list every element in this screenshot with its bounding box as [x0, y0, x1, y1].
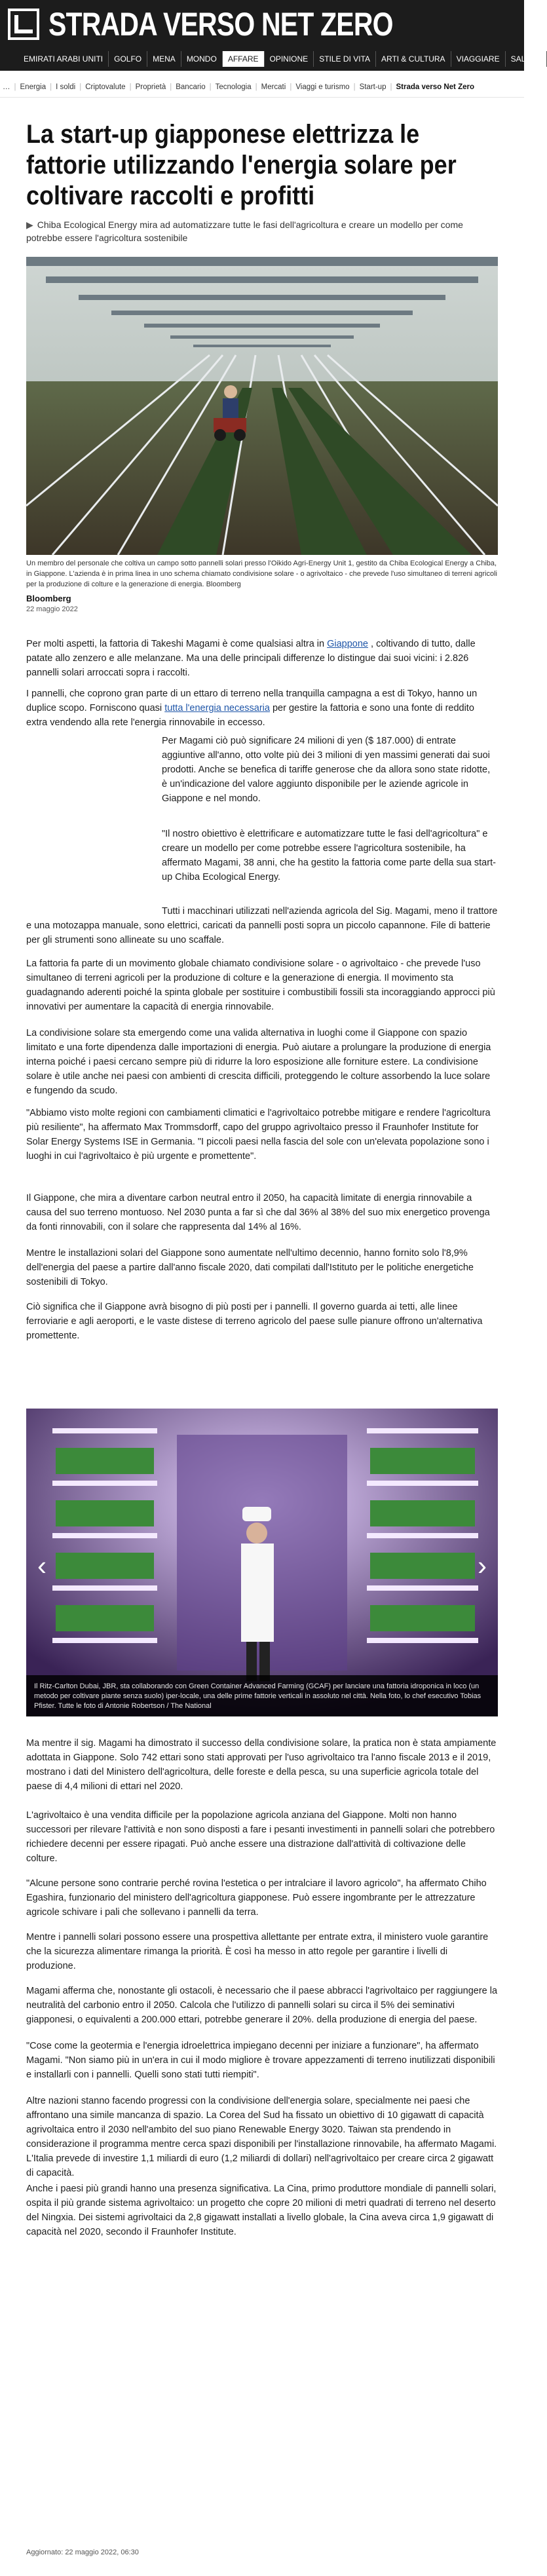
paragraph: Tutti i macchinari utilizzati nell'azienda agricola del Sig. Magami, meno il trattore e una motozappa manuale, sono elettrici, caricati da pannelli posti sopra un piccolo capannone. File di batterie per gli strumenti sono allineate su uno scaffale.	[26, 906, 498, 945]
brand[interactable]	[8, 8, 468, 41]
site-title: STRADA VERSO NET ZERO	[48, 6, 393, 43]
publish-date: 22 maggio 2022	[26, 605, 78, 613]
section-subnav: … | Energia | I soldi | Criptovalute | Proprietà | Bancario | Tecnologia | Mercati | Viaggi e turismo | Start-up | Strada verso Net Zero	[0, 77, 524, 98]
paragraph: Per Magami ciò può significare 24 milioni di yen ($ 187.000) di entrate aggiuntive all'anno, otto volte più dei 3 milioni di yen massimi generati dai suoi prodotti. Anche se benefica di tariffe generose che da allora sono state ridotte, è un'indicazione del valore aggiunto disponibile per le aziende agricole in Giappone e nel mondo.	[162, 736, 491, 804]
subnav-item-soldi[interactable]: I soldi	[56, 83, 76, 91]
paragraph: Ma mentre il sig. Magami ha dimostrato il successo della condivisione solare, la pratica non è stata ampiamente adottata in Giappone. Solo 742 ettari sono stati approvati per l'uso agrivoltaico tra l'anno fiscale 2013 e il 2019, mostrano i dati del Ministero dell'agricoltura, delle foreste e della pesca, su una superficie agricola totale del paese di 4,4 milioni di ettari nel 2020.	[26, 1738, 497, 1792]
nav-item-affare[interactable]: AFFARE	[223, 51, 265, 67]
hero-caption: Un membro del personale che coltiva un campo sotto pannelli solari presso l'Oikido Agri-Energy Unit 1, gestito da Chiba Ecological Energy a Chiba, in Giappone. L'azienda è in prima linea in uno schema chiamato condivisione solare - o agrivoltaico - che prevede l'uso simultaneo di terreni agricoli per la produzione di colture e la generazione di energia. Bloomberg	[26, 559, 497, 588]
nav-item-viaggiare[interactable]: VIAGGIARE	[451, 51, 506, 67]
paragraph: Ciò significa che il Giappone avrà bisogno di più posti per i pannelli. Il governo guarda ai tetti, alle linee ferroviarie e agli aeroporti, e le vaste distese di terreno agricolo del paese sulle pianure offrono un'alternativa promettente.	[26, 1302, 483, 1341]
paragraph: Magami afferma che, nonostante gli ostacoli, è necessario che il paese abbracci l'agrivoltaico per raggiungere la neutralità del carbonio entro il 2050. Calcola che l'utilizzo di pannelli solari su circa il 5% dei seminativi giapponesi, o equivalenti a 200.000 ettari, potrebbe generare il 20%. della produzione di energia del paese.	[26, 1986, 498, 2025]
subnav-item-energia[interactable]: Energia	[20, 83, 47, 91]
nav-item-salute[interactable]: SALUTE	[506, 51, 547, 67]
subnav-item-tecnologia[interactable]: Tecnologia	[215, 83, 252, 91]
paragraph: Mentre le installazioni solari del Giappone sono aumentate nell'ultimo decennio, hanno fornito solo l'8,9% dell'energia del paese a partire dall'anno fiscale 2020, dati compilati dall'Istituto per le politiche energetiche sostenibili di Tokyo.	[26, 1248, 474, 1287]
logo-icon	[8, 9, 39, 40]
nav-item-mondo[interactable]: MONDO	[181, 51, 223, 67]
nav-item-stile-di-vita[interactable]: STILE DI VITA	[314, 51, 376, 67]
article-subtitle	[26, 218, 498, 244]
photo-gallery[interactable]	[26, 1409, 498, 1716]
nav-item-opinione[interactable]: OPINIONE	[265, 51, 314, 67]
gallery-image	[26, 1409, 498, 1716]
paragraph: "Alcune persone sono contrarie perché rovina l'estetica o per intralciare il lavoro agricolo", ha affermato Chiho Egashira, funzionario del ministero dell'agricoltura giapponese. Può essere ingombrante per le attrezzature agricole schivare i pali che sollevano i pannelli da terra.	[26, 1878, 487, 1918]
paragraph: La fattoria fa parte di un movimento globale chiamato condivisione solare - o agrivoltaico - che prevede l'uso simultaneo di terreni agricoli per la produzione di colture e la generazione di energia. Il movimento sta guadagnando aderenti poiché la spinta globale per sostituire i combustibili fossili sta incoraggiando approcci più innovativi per aumentare la capacità di energia rinnovabile.	[26, 958, 495, 1012]
chevron-left-icon[interactable]: ‹	[37, 1550, 47, 1581]
paragraph: "Il nostro obiettivo è elettrificare e automatizzare tutte le fasi dell'agricoltura" e creare un modello per come potrebbe essere l'agricoltura sostenibile, ha affermato Magami, 38 anni, che ha gestito la fattoria come parte della sua start-up Chiba Ecological Energy.	[162, 829, 496, 882]
nav-item-mena[interactable]: MENA	[147, 51, 181, 67]
article-headline: La start-up giapponese elettrizza le fattorie utilizzando l'energia solare per coltivare raccolti e profitti	[26, 120, 457, 210]
link-energia-necessaria[interactable]: tutta l'energia necessaria	[164, 703, 270, 713]
paragraph: "Abbiamo visto molte regioni con cambiamenti climatici e l'agrivoltaico potrebbe mitigare e rendere l'agricoltura più resiliente", ha affermato Max Trommsdorff, capo del gruppo agrivoltaico presso il Fraunhofer Institute for Solar Energy Systems ISE in Germania. "I piccoli paesi nella fascia del sole con un'elevata popolazione sono i luoghi in cui l'agrivoltaico è più urgente e promettente".	[26, 1108, 491, 1162]
paragraph: Mentre i pannelli solari possono essere una prospettiva allettante per entrate extra, il ministero vuole garantire che la sicurezza alimentare rimanga la priorità. È così ha messo in atto regole per garantire i livelli di produzione.	[26, 1932, 489, 1971]
nav-item-arti-cultura[interactable]: ARTI & CULTURA	[376, 51, 451, 67]
hero-image	[26, 257, 498, 555]
byline: Bloomberg	[26, 594, 71, 603]
paragraph: Il Giappone, che mira a diventare carbon neutral entro il 2050, ha capacità limitate di energia rinnovabile a causa del suo terreno montuoso. Nel 2030 punta a far sì che dal 36% al 38% del suo mix energetico provenga da fonti rinnovabili, con il solare che rappresenta dal 14% al 16%.	[26, 1193, 490, 1232]
paragraph: Anche i paesi più grandi hanno una presenza significativa. La Cina, primo produttore mondiale di pannelli solari, ospita il più grande sistema agrivoltaico: un progetto che copre 20 milioni di metri quadrati di terreno nel deserto del Ningxia. Dei sistemi agrivoltaici da 2,8 gigawatt installati a livello globale, la Cina aveva circa 1,9 gigawatt di capacità nel 2020, secondo il Fraunhofer Institute.	[26, 2184, 497, 2237]
triangle-icon: ▶	[26, 219, 33, 230]
subnav-item-mercati[interactable]: Mercati	[261, 83, 286, 91]
paragraph: L'agrivoltaico è una vendita difficile per la popolazione agricola anziana del Giappone. Molti non hanno successori per rilevare l'attività e non sono disposti a fare i pesanti investimenti in pannelli solari che potrebbero richiedere decenni per essere ripagati. Può anche essere una distrazione dall'attività di coltivazione delle colture.	[26, 1810, 495, 1864]
article-subtitle-text: Chiba Ecological Energy mira ad automatizzare tutte le fasi dell'agricoltura e creare un modello per come potrebbe essere l'agricoltura sostenibile	[26, 219, 463, 243]
subnav-item-startup[interactable]: Start-up	[359, 83, 387, 91]
subnav-item-net-zero[interactable]: Strada verso Net Zero	[396, 83, 474, 91]
nav-item-golfo[interactable]: GOLFO	[109, 51, 147, 67]
updated-timestamp: Aggiornato: 22 maggio 2022, 06:30	[26, 2548, 139, 2556]
masthead	[0, 0, 542, 71]
subnav-item-criptovalute[interactable]: Criptovalute	[85, 83, 126, 91]
link-giappone[interactable]: Giappone	[327, 639, 368, 649]
top-nav	[0, 47, 542, 71]
paragraph: I pannelli, che coprono gran parte di un ettaro di terreno nella tranquilla campagna a est di Tokyo, hanno un duplice scopo. Forniscono quasi tutta l'energia necessaria per gestire la fattoria e sono una fonte di reddito extra vendendo alla rete l'energia rinnovabile in eccesso.	[26, 689, 478, 728]
subnav-item-bancario[interactable]: Bancario	[176, 83, 206, 91]
nav-item-emirati[interactable]: EMIRATI ARABI UNITI	[18, 51, 109, 67]
subnav-item-proprieta[interactable]: Proprietà	[135, 83, 166, 91]
gallery-caption: Il Ritz-Carlton Dubai, JBR, sta collaborando con Green Container Advanced Farming (GCAF) per lanciare una fattoria idroponica in loco (un metodo per coltivare piante senza suolo) iper-locale, una delle prime fattorie verticali in assoluto nel città. Nella foto, lo chef esecutivo Tobias Pfister. Tutte le foto di Antonie Robertson / The National	[26, 1675, 498, 1716]
subnav-overflow[interactable]: …	[3, 83, 10, 91]
paragraph: Per molti aspetti, la fattoria di Takeshi Magami è come qualsiasi altra in Giappone , coltivando di tutto, dalle patate allo zenzero e alle melanzane. Ma una delle principali differenze lo distingue dai suoi vicini: i 2.826 pannelli solari arroccati sopra i raccolti.	[26, 639, 476, 678]
paragraph: "Cose come la geotermia e l'energia idroelettrica impiegano decenni per iniziare a funzionare", ha affermato Magami. "Non siamo più in un'era in cui il modo migliore è trovare appezzamenti di terreno inutilizzati disponibili e installarli con i pannelli. Quelli sono stati tutti riempiti".	[26, 2041, 495, 2080]
subnav-item-viaggi[interactable]: Viaggi e turismo	[295, 83, 350, 91]
paragraph: La condivisione solare sta emergendo come una valida alternativa in luoghi come il Giappone con spazio limitato e una forte dipendenza dalle importazioni di energia. Può aiutare a prolungare la produzione di energia interna poiché i paesi cercano sempre più di ridurre la loro esposizione alle forniture estere. La condivisione solare è utile anche nei paesi con ambienti di crescita difficili, proteggendo le colture assorbendo la luce solare e fungendo da scudo.	[26, 1028, 491, 1096]
chevron-right-icon[interactable]: ›	[478, 1550, 487, 1581]
paragraph: Altre nazioni stanno facendo progressi con la condivisione dell'energia solare, specialmente nei paesi che affrontano una simile mancanza di spazio. La Corea del Sud ha fissato un obiettivo di 10 gigawatt di capacità agrivoltaica entro il 2030 nell'ambito del suo piano Renewable Energy 3020. Taiwan sta prendendo in considerazione il programma mentre cerca spazi disponibili per l'installazione rinnovabile, ha affermato Magami. L'Italia prevede di investire 1,1 miliardi di euro (1,2 miliardi di dollari) nell'agrivoltaico per creare circa 2 gigawatt di capacità.	[26, 2096, 497, 2178]
